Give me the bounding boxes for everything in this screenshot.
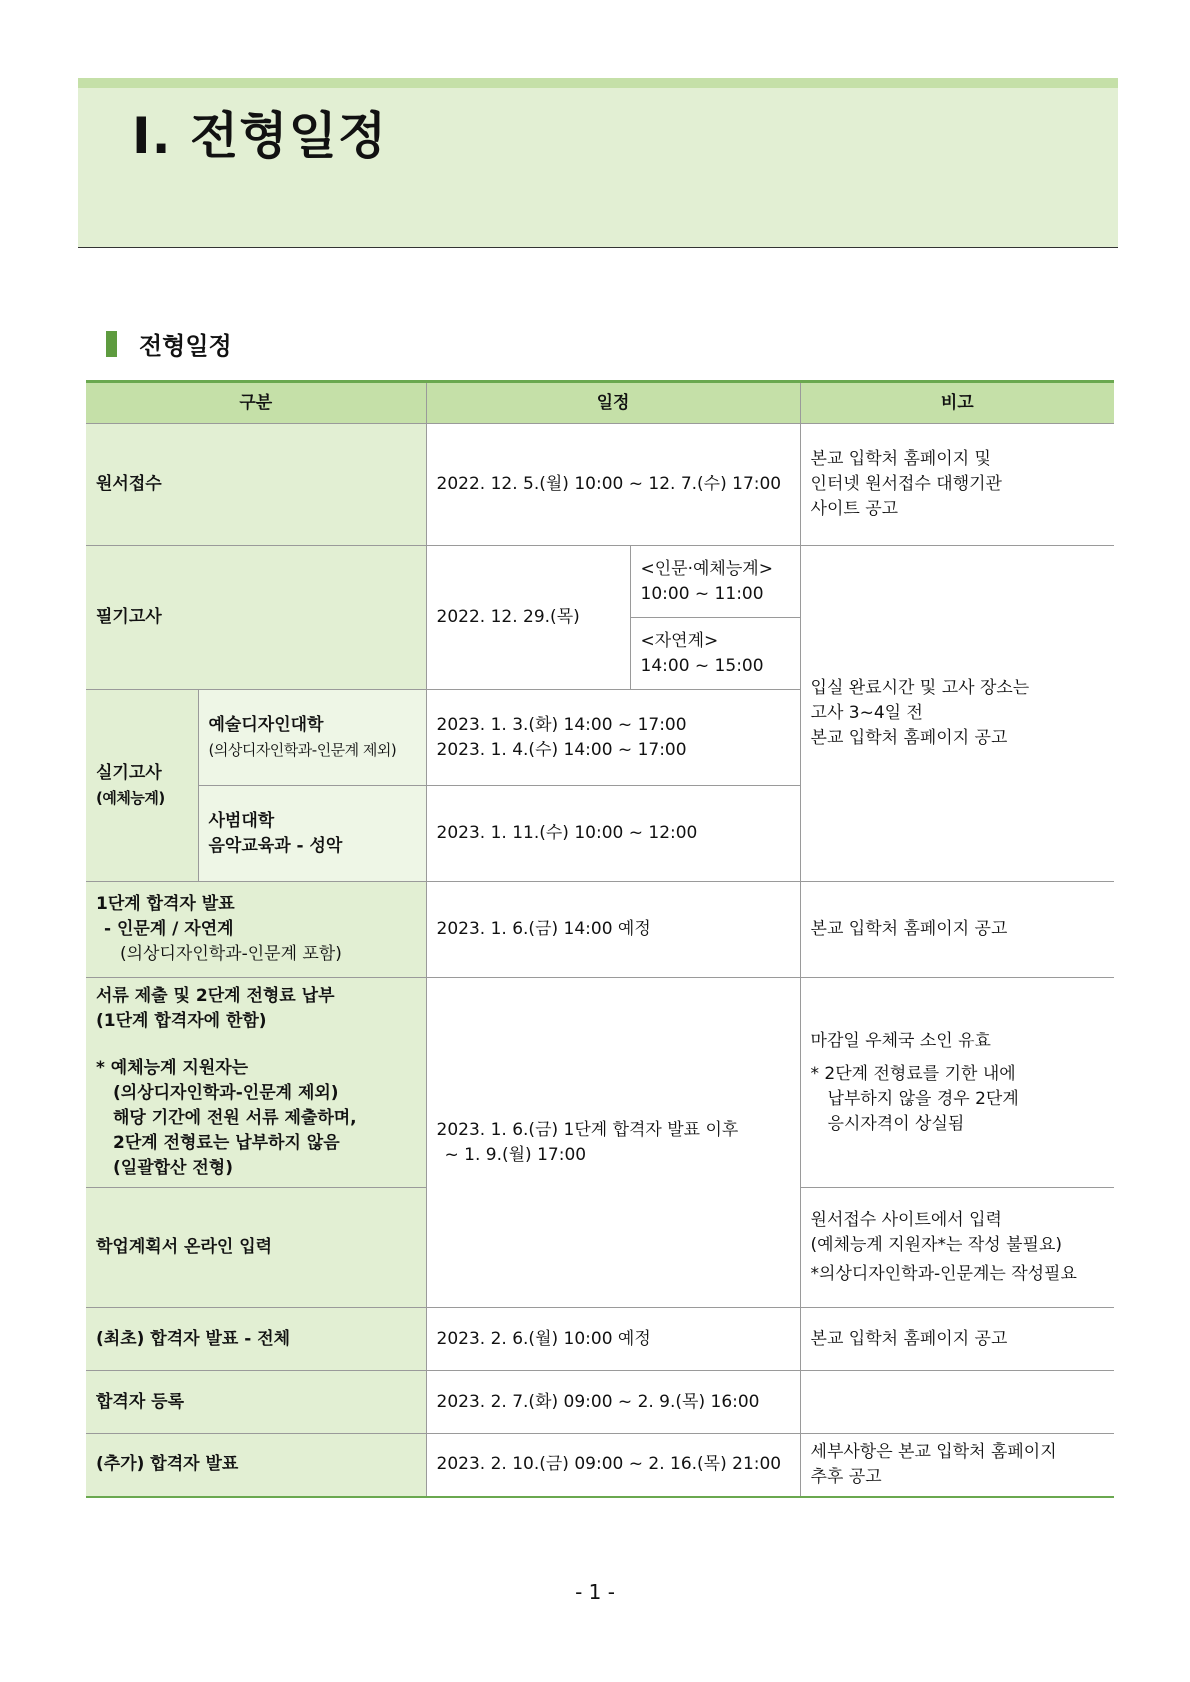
note-line: 원서접수 사이트에서 입력 bbox=[810, 1210, 1002, 1230]
table-row bbox=[86, 1308, 1114, 1371]
header-remarks: 비고 bbox=[800, 382, 1114, 424]
row-note-stage1-result: 본교 입학처 홈페이지 공고 bbox=[800, 882, 1114, 978]
label-line: (일괄합산 전형) bbox=[113, 1158, 233, 1178]
label-line: 실기고사 bbox=[96, 762, 162, 783]
row-label-first-result: (최초) 합격자 발표 - 전체 bbox=[86, 1308, 426, 1371]
row-date-first-result: 2023. 2. 6.(월) 10:00 예정 bbox=[426, 1308, 800, 1371]
row-date-application: 2022. 12. 5.(월) 10:00 ~ 12. 7.(수) 17:00 bbox=[426, 424, 800, 546]
row-note-application bbox=[800, 424, 1114, 546]
table-row bbox=[86, 546, 1114, 618]
label-line: 해당 기간에 전원 서류 제출하며, bbox=[113, 1108, 357, 1128]
row-label-written-exam: 필기고사 bbox=[86, 546, 426, 690]
note-line: 추후 공고 bbox=[810, 1466, 882, 1487]
label-line: 서류 제출 및 2단계 전형료 납부 bbox=[96, 986, 335, 1006]
note-line: (예체능계 지원자*는 작성 불필요) bbox=[810, 1235, 1062, 1255]
label-line: - 인문계 / 자연계 bbox=[104, 919, 234, 939]
schedule-table bbox=[86, 380, 1114, 1498]
note-line: 본교 입학처 홈페이지 공고 bbox=[810, 728, 1008, 748]
label-line: (의상디자인학과-인문계 제외) bbox=[113, 1083, 339, 1103]
note-line: * 2단계 전형료를 기한 내에 bbox=[810, 1063, 1016, 1084]
row-label-document-submission bbox=[86, 978, 426, 1188]
sub-label-line: 사범대학 bbox=[208, 810, 275, 831]
note-line: 사이트 공고 bbox=[810, 499, 899, 519]
label-line: (1단계 합격자에 한함) bbox=[96, 1011, 267, 1031]
table-row bbox=[86, 424, 1114, 546]
section-heading bbox=[106, 326, 232, 361]
slot-title: <인문·예체능계> bbox=[640, 558, 773, 579]
table-row bbox=[86, 1371, 1114, 1434]
row-label-study-plan: 학업계획서 온라인 입력 bbox=[86, 1188, 426, 1308]
row-date-registration: 2023. 2. 7.(화) 09:00 ~ 2. 9.(목) 16:00 bbox=[426, 1371, 800, 1434]
sub-label-line: 예술디자인대학 bbox=[208, 714, 324, 735]
slot-time: 14:00 ~ 15:00 bbox=[640, 655, 764, 676]
date-line: 2023. 1. 4.(수) 14:00 ~ 17:00 bbox=[436, 739, 687, 760]
title-band bbox=[78, 78, 1118, 248]
label-line: (의상디자인학과-인문계 포함) bbox=[120, 944, 342, 964]
label-line: (예체능계) bbox=[96, 788, 165, 807]
practical-date-art-design bbox=[426, 690, 800, 786]
page-title: Ⅰ. 전형일정 bbox=[132, 107, 388, 165]
row-label-application: 원서접수 bbox=[86, 424, 426, 546]
sub-label-line: (의상디자인학과-인문계 제외) bbox=[208, 740, 397, 759]
row-date-stage1-result: 2023. 1. 6.(금) 14:00 예정 bbox=[426, 882, 800, 978]
date-line: ~ 1. 9.(월) 17:00 bbox=[444, 1144, 587, 1165]
sub-label-line: 음악교육과 - 성악 bbox=[208, 835, 343, 856]
row-label-registration: 합격자 등록 bbox=[86, 1371, 426, 1434]
section-title: 전형일정 bbox=[139, 332, 232, 360]
note-line: *의상디자인학과-인문계는 작성필요 bbox=[810, 1264, 1077, 1284]
note-line: 인터넷 원서접수 대행기관 bbox=[810, 474, 1002, 494]
table-header-row bbox=[86, 382, 1114, 424]
label-line: 1단계 합격자 발표 bbox=[96, 894, 235, 914]
row-note-registration bbox=[800, 1371, 1114, 1434]
row-note-additional-result bbox=[800, 1434, 1114, 1497]
slot-title: <자연계> bbox=[640, 630, 719, 651]
label-line: 2단계 전형료는 납부하지 않음 bbox=[113, 1133, 340, 1153]
table-row bbox=[86, 1434, 1114, 1497]
row-note-study-plan bbox=[800, 1188, 1114, 1308]
note-line: 마감일 우체국 소인 유효 bbox=[810, 1030, 991, 1051]
note-line: 고사 3~4일 전 bbox=[810, 703, 923, 723]
row-note-exam bbox=[800, 546, 1114, 882]
row-note-document-submission bbox=[800, 978, 1114, 1188]
note-line: 본교 입학처 홈페이지 및 bbox=[810, 449, 991, 469]
note-line: 세부사항은 본교 입학처 홈페이지 bbox=[810, 1441, 1057, 1462]
row-label-additional-result: (추가) 합격자 발표 bbox=[86, 1434, 426, 1497]
written-exam-slot-science bbox=[630, 618, 800, 690]
row-label-stage1-result bbox=[86, 882, 426, 978]
note-line: 납부하지 않을 경우 2단계 bbox=[827, 1088, 1019, 1109]
note-line: 응시자격이 상실됨 bbox=[827, 1113, 965, 1134]
written-exam-slot-humanities bbox=[630, 546, 800, 618]
date-line: 2023. 1. 6.(금) 1단계 합격자 발표 이후 bbox=[436, 1119, 739, 1140]
row-date-written-exam: 2022. 12. 29.(목) bbox=[426, 546, 630, 690]
row-date-document-submission bbox=[426, 978, 800, 1308]
row-note-first-result: 본교 입학처 홈페이지 공고 bbox=[800, 1308, 1114, 1371]
label-line: * 예체능계 지원자는 bbox=[96, 1058, 249, 1078]
section-marker bbox=[106, 331, 117, 357]
note-line: 입실 완료시간 및 고사 장소는 bbox=[810, 678, 1030, 698]
practical-date-education: 2023. 1. 11.(수) 10:00 ~ 12:00 bbox=[426, 786, 800, 882]
slot-time: 10:00 ~ 11:00 bbox=[640, 583, 764, 604]
table-row bbox=[86, 978, 1114, 1188]
header-schedule: 일정 bbox=[426, 382, 800, 424]
practical-sub-art-design bbox=[198, 690, 426, 786]
table-row bbox=[86, 882, 1114, 978]
practical-sub-education bbox=[198, 786, 426, 882]
row-date-additional-result: 2023. 2. 10.(금) 09:00 ~ 2. 16.(목) 21:00 bbox=[426, 1434, 800, 1497]
page-number: - 1 - bbox=[575, 1580, 615, 1604]
date-line: 2023. 1. 3.(화) 14:00 ~ 17:00 bbox=[436, 714, 687, 735]
row-label-practical-exam bbox=[86, 690, 198, 882]
header-category: 구분 bbox=[86, 382, 426, 424]
